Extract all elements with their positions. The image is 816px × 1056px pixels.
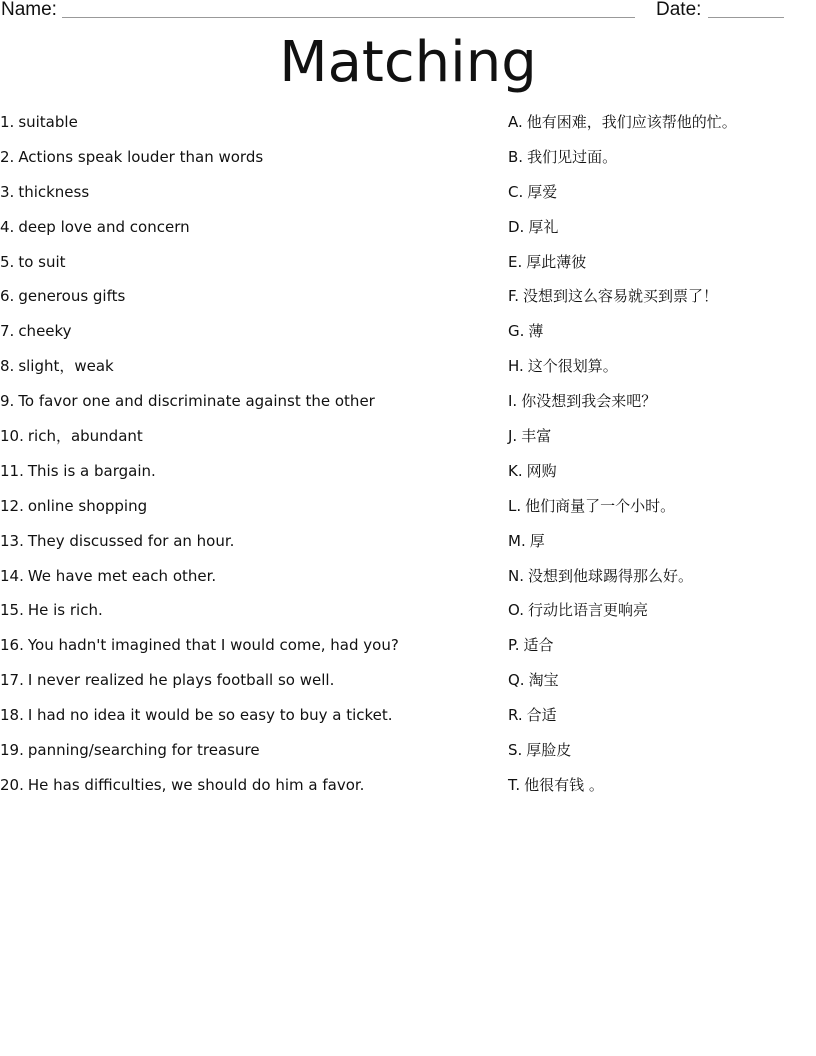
question-item-text: This is a bargain. — [27, 461, 156, 480]
question-item — [0, 461, 500, 496]
question-item-text: I had no idea it would be so easy to buy a ticket. — [27, 706, 393, 725]
name-label: Name: — [1, 0, 57, 20]
question-item-marker: 16. — [0, 636, 24, 655]
question-item-text: I never realized he plays football so well. — [27, 671, 335, 690]
answer-item-text: 这个很划算。 — [527, 357, 618, 376]
answer-item — [508, 286, 808, 321]
answer-item-marker: D. — [508, 217, 525, 236]
answer-item-text: 没想到这么容易就买到票了！ — [523, 287, 719, 306]
question-item-text: Actions speak louder than words — [18, 147, 264, 166]
answer-item-text: 厚脸皮 — [526, 741, 572, 760]
question-item — [0, 147, 500, 182]
answer-item — [508, 566, 808, 601]
question-item-marker: 13. — [0, 531, 24, 550]
answer-item-marker: T. — [508, 775, 521, 794]
answer-item-marker: C. — [508, 182, 524, 201]
answer-item — [508, 705, 808, 740]
answer-item-marker: S. — [508, 741, 523, 760]
answer-item-marker: I. — [508, 392, 518, 411]
answer-item — [508, 531, 808, 566]
question-item-text: He is rich. — [27, 601, 103, 620]
answer-item-text: 厚礼 — [528, 217, 559, 236]
question-item-text: slight，weak — [18, 357, 114, 376]
answer-item-marker: K. — [508, 461, 523, 480]
answer-item-marker: J. — [508, 427, 518, 446]
answer-item-text: 合适 — [526, 706, 557, 725]
answer-item-text: 没想到他球踢得那么好。 — [528, 566, 694, 585]
answer-item — [508, 635, 808, 670]
question-item — [0, 496, 500, 531]
question-item-text: rich，abundant — [27, 427, 143, 446]
answer-item-marker: R. — [508, 706, 523, 725]
answer-item-text: 他很有钱 。 — [524, 775, 604, 794]
answer-item — [508, 217, 808, 252]
question-item-marker: 18. — [0, 706, 24, 725]
name-field-line[interactable] — [62, 17, 635, 18]
question-item — [0, 531, 500, 566]
answer-item-marker: O. — [508, 601, 524, 620]
answer-item — [508, 182, 808, 217]
answer-item-marker: L. — [508, 496, 522, 515]
question-item — [0, 252, 500, 287]
page-title: Matching — [279, 30, 537, 95]
answer-item — [508, 391, 808, 426]
question-item-marker: 12. — [0, 496, 24, 515]
answer-item — [508, 147, 808, 182]
question-item-marker: 15. — [0, 601, 24, 620]
answer-item-marker: M. — [508, 531, 526, 550]
date-field-line[interactable] — [708, 17, 784, 18]
question-item-marker: 10. — [0, 427, 24, 446]
answer-list — [508, 112, 808, 810]
answer-item — [508, 600, 808, 635]
question-item-marker: 14. — [0, 566, 24, 585]
question-item-marker: 2. — [0, 147, 15, 166]
question-item — [0, 286, 500, 321]
question-item-text: thickness — [18, 182, 90, 201]
answer-item-marker: H. — [508, 357, 524, 376]
answer-item-marker: A. — [508, 113, 523, 131]
question-item — [0, 566, 500, 601]
question-item-text: to suit — [18, 252, 66, 271]
answer-item — [508, 775, 808, 810]
question-item-marker: 6. — [0, 287, 15, 306]
answer-item-text: 薄 — [528, 322, 544, 341]
answer-item-text: 他们商量了一个小时。 — [525, 496, 676, 515]
question-item-marker: 1. — [0, 113, 15, 131]
question-item-marker: 7. — [0, 322, 15, 341]
answer-item — [508, 461, 808, 496]
answer-item-text: 网购 — [526, 461, 557, 480]
question-item — [0, 426, 500, 461]
question-item — [0, 182, 500, 217]
question-item — [0, 600, 500, 635]
answer-item-marker: G. — [508, 322, 525, 341]
answer-item-text: 行动比语言更响亮 — [527, 601, 648, 620]
question-item-text: suitable — [18, 113, 78, 131]
question-item — [0, 321, 500, 356]
question-item-text: You hadn't imagined that I would come, had you? — [27, 636, 399, 655]
question-item — [0, 217, 500, 252]
answer-item-text: 丰富 — [521, 427, 552, 446]
question-item-marker: 19. — [0, 741, 24, 760]
answer-item-text: 适合 — [523, 636, 554, 655]
answer-item — [508, 670, 808, 705]
answer-item-marker: P. — [508, 636, 520, 655]
answer-item-text: 厚 — [529, 531, 545, 550]
question-item-marker: 3. — [0, 182, 15, 201]
question-item-marker: 17. — [0, 671, 24, 690]
question-item — [0, 112, 500, 147]
question-item-marker: 20. — [0, 775, 24, 794]
question-item — [0, 775, 500, 810]
question-item — [0, 356, 500, 391]
question-item — [0, 391, 500, 426]
answer-item — [508, 740, 808, 775]
question-item-text: He has difficulties, we should do him a favor. — [27, 775, 365, 794]
question-list — [0, 112, 500, 810]
answer-item-marker: Q. — [508, 671, 525, 690]
question-item-text: They discussed for an hour. — [27, 531, 235, 550]
answer-item-marker: B. — [508, 147, 524, 166]
question-item — [0, 740, 500, 775]
question-item-text: generous gifts — [18, 287, 126, 306]
question-item-text: deep love and concern — [18, 217, 190, 236]
question-item-marker: 9. — [0, 392, 15, 411]
question-item-marker: 5. — [0, 252, 15, 271]
answer-item-text: 他有困难，我们应该帮他的忙。 — [526, 113, 737, 131]
question-item — [0, 635, 500, 670]
answer-item — [508, 252, 808, 287]
question-item-text: online shopping — [27, 496, 148, 515]
question-item-text: We have met each other. — [27, 566, 217, 585]
question-item-text: To favor one and discriminate against the other — [18, 392, 375, 411]
worksheet-header — [0, 0, 816, 22]
answer-item-text: 厚爱 — [527, 182, 558, 201]
answer-item — [508, 426, 808, 461]
answer-item — [508, 321, 808, 356]
answer-item — [508, 356, 808, 391]
answer-item-text: 厚此薄彼 — [526, 252, 587, 271]
answer-item-text: 我们见过面。 — [527, 147, 618, 166]
question-item — [0, 670, 500, 705]
question-item-marker: 4. — [0, 217, 15, 236]
question-item — [0, 705, 500, 740]
answer-item-text: 淘宝 — [528, 671, 559, 690]
answer-item — [508, 112, 808, 147]
answer-item-text: 你没想到我会来吧？ — [521, 392, 657, 411]
answer-item-marker: N. — [508, 566, 524, 585]
answer-item-marker: E. — [508, 252, 523, 271]
question-item-text: cheeky — [18, 322, 72, 341]
answer-item — [508, 496, 808, 531]
date-label: Date: — [656, 0, 702, 20]
answer-item-marker: F. — [508, 287, 519, 306]
question-item-marker: 11. — [0, 461, 24, 480]
question-item-text: panning/searching for treasure — [27, 741, 260, 760]
question-item-marker: 8. — [0, 357, 15, 376]
